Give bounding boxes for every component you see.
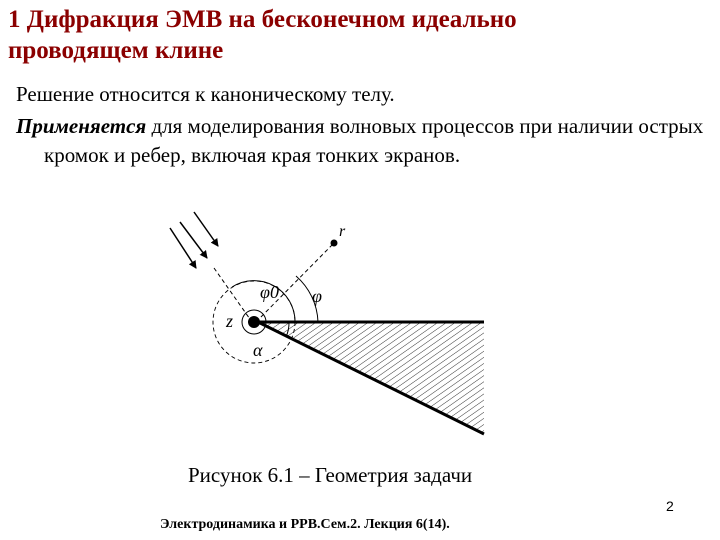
title-line-2: проводящем клине bbox=[8, 37, 224, 64]
slide-title bbox=[8, 4, 708, 66]
edge-marker bbox=[248, 316, 260, 328]
label-alpha: α bbox=[253, 340, 263, 360]
label-phi0: φ0 bbox=[260, 282, 279, 302]
wedge-diagram bbox=[150, 205, 500, 445]
application-text: для моделирования волновых процессов при наличии острых кромок и ребер, включая края тонких экранов. bbox=[44, 114, 704, 167]
title-line-1: 1 Дифракция ЭМВ на бесконечном идеально bbox=[8, 6, 517, 33]
incident-wave-arrows bbox=[170, 212, 218, 268]
slide-body bbox=[16, 80, 706, 170]
incident-arrow bbox=[180, 222, 207, 258]
label-z: z bbox=[226, 311, 234, 331]
paragraph-application bbox=[16, 112, 706, 170]
observation-point bbox=[331, 240, 338, 247]
footer-course-title: Электродинамика и РРВ.Сем.2. Лекция 6(14). bbox=[160, 517, 450, 532]
figure-caption: Рисунок 6.1 – Геометрия задачи bbox=[188, 463, 473, 487]
incident-arrow bbox=[194, 212, 218, 246]
label-r: r bbox=[339, 223, 346, 240]
paragraph-canonical: Решение относится к каноническому телу. bbox=[16, 82, 395, 106]
page-number: 2 bbox=[666, 498, 674, 514]
label-phi: φ bbox=[312, 286, 322, 306]
incident-arrow bbox=[170, 228, 196, 268]
emphasis-applied: Применяется bbox=[16, 114, 147, 138]
